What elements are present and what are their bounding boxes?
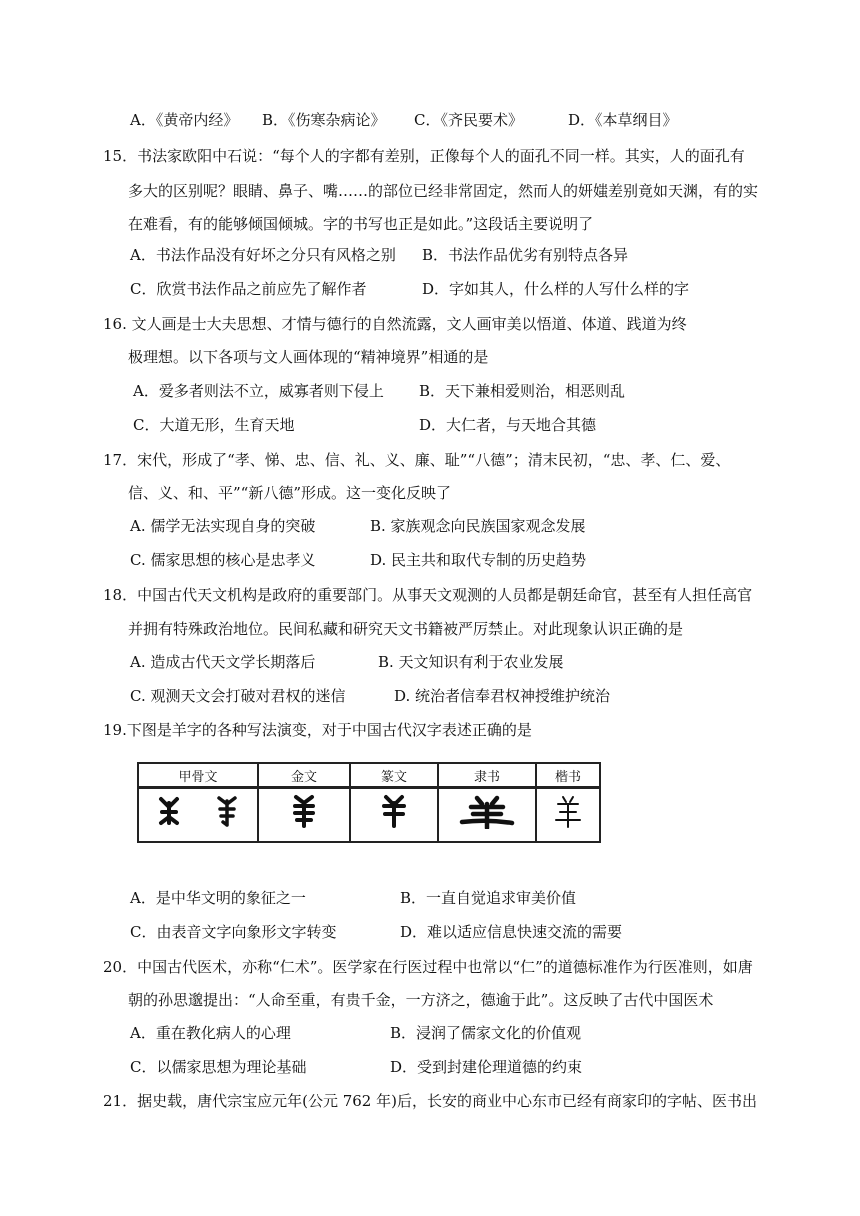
q19-option-a: A．是中华文明的象征之一 (130, 889, 306, 907)
q21-text-line-1: 21．据史载，唐代宗宝应元年(公元 762 年)后，长安的商业中心东市已经有商家印的字帖、医书出 (103, 1092, 757, 1110)
header-oracle-bone: 甲骨文 (138, 763, 258, 788)
q16-option-a: A．爱多者则法不立，威寡者则下侵上 (133, 382, 384, 400)
q17-option-c: C. 儒家思想的核心是忠孝义 (130, 551, 316, 569)
q17-option-d: D. 民主共和取代专制的历史趋势 (370, 551, 587, 569)
q18-option-b: B. 天文知识有利于农业发展 (378, 653, 564, 671)
q14-option-c: C．《齐民要术》 (414, 111, 523, 129)
glyph-bronze (258, 788, 350, 843)
glyph-oracle-bone-1 (145, 795, 193, 835)
glyph-oracle-bone-2 (203, 795, 251, 835)
q17-option-a: A. 儒学无法实现自身的突破 (130, 517, 316, 535)
q16-option-b: B．天下兼相爱则治，相恶则乱 (419, 382, 626, 400)
oracle-bone-yang-a-icon (157, 795, 181, 827)
q14-option-a: A．《黄帝内经》 (130, 111, 239, 129)
q15-option-b: B．书法作品优劣有别特点各异 (422, 246, 629, 264)
seal-yang-icon (379, 794, 409, 828)
header-regular: 楷书 (536, 763, 600, 788)
q20-option-b: B．浸润了儒家文化的价值观 (390, 1024, 582, 1042)
glyph-clerical (438, 788, 536, 843)
q16-option-d: D．大仁者，与天地合其德 (419, 416, 597, 434)
q18-option-a: A. 造成古代天文学长期落后 (130, 653, 316, 671)
q19-option-d: D．难以适应信息快速交流的需要 (400, 923, 623, 941)
table-glyph-row (138, 788, 600, 843)
q20-text-line-1: 20．中国古代医术，亦称“仁术”。医学家在行医过程中也常以“仁”的道德标准作为行医准则，如唐 (103, 958, 753, 976)
q19-option-c: C．由表音文字向象形文字转变 (130, 923, 337, 941)
q20-option-a: A．重在教化病人的心理 (130, 1024, 291, 1042)
q16-text-line-1: 16. 文人画是士大夫思想、才情与德行的自然流露，文人画审美以悟道、体道、践道为终 (103, 315, 687, 333)
header-seal: 篆文 (350, 763, 438, 788)
q17-text-line-1: 17．宋代，形成了“孝、悌、忠、信、礼、义、廉、耻”“八德”；清末民初，“忠、孝、仁、爱、 (103, 451, 731, 469)
oracle-bone-yang-b-icon (215, 795, 239, 827)
q17-text-line-2: 信、义、和、平”“新八德”形成。这一变化反映了 (128, 484, 452, 502)
q15-text-line-1: 15．书法家欧阳中石说：“每个人的字都有差别，正像每个人的面孔不同一样。其实，人的面孔有 (103, 147, 745, 165)
q15-option-c: C．欣赏书法作品之前应先了解作者 (130, 280, 367, 298)
header-clerical: 隶书 (438, 763, 536, 788)
glyph-regular (536, 788, 600, 843)
yang-character-evolution-table (137, 762, 601, 843)
header-bronze: 金文 (258, 763, 350, 788)
q15-text-line-3: 在难看，有的能够倾国倾城。字的书写也正是如此。”这段话主要说明了 (128, 215, 594, 233)
glyph-oracle-bone (138, 788, 258, 843)
q14-option-d: D．《本草纲目》 (568, 111, 678, 129)
q18-text-line-2: 并拥有特殊政治地位。民间私藏和研究天文书籍被严厉禁止。对此现象认识正确的是 (128, 620, 684, 638)
q18-option-c: C. 观测天文会打破对君权的迷信 (130, 687, 346, 705)
q19-text-line-1: 19.下图是羊字的各种写法演变，对于中国古代汉字表述正确的是 (103, 721, 532, 739)
q15-option-d: D．字如其人，什么样的人写什么样的字 (422, 280, 690, 298)
q18-option-d: D. 统治者信奉君权神授维护统治 (394, 687, 611, 705)
q18-text-line-1: 18．中国古代天文机构是政府的重要部门。从事天文观测的人员都是朝廷命官，甚至有人担任高官 (103, 586, 753, 604)
table-header-row (138, 763, 600, 788)
q15-text-line-2: 多大的区别呢？眼睛、鼻子、嘴……的部位已经非常固定，然而人的妍媸差别竟如天渊，有的实 (128, 182, 759, 200)
regular-yang-icon (553, 794, 583, 828)
q17-option-b: B. 家族观念向民族国家观念发展 (370, 517, 586, 535)
bronze-yang-icon (289, 794, 319, 828)
q19-option-b: B．一直自觉追求审美价值 (400, 889, 577, 907)
q20-text-line-2: 朝的孙思邈提出：“人命至重，有贵千金，一方济之，德逾于此”。这反映了古代中国医术 (128, 991, 714, 1009)
clerical-yang-icon (459, 795, 515, 829)
q16-text-line-2: 极理想。以下各项与文人画体现的“精神境界”相通的是 (128, 348, 489, 366)
glyph-seal (350, 788, 438, 843)
q20-option-d: D．受到封建伦理道德的约束 (390, 1058, 583, 1076)
q15-option-a: A．书法作品没有好坏之分只有风格之别 (130, 246, 396, 264)
q14-option-b: B．《伤寒杂病论》 (262, 111, 386, 129)
q16-option-c: C．大道无形，生育天地 (133, 416, 295, 434)
q20-option-c: C．以儒家思想为理论基础 (130, 1058, 307, 1076)
